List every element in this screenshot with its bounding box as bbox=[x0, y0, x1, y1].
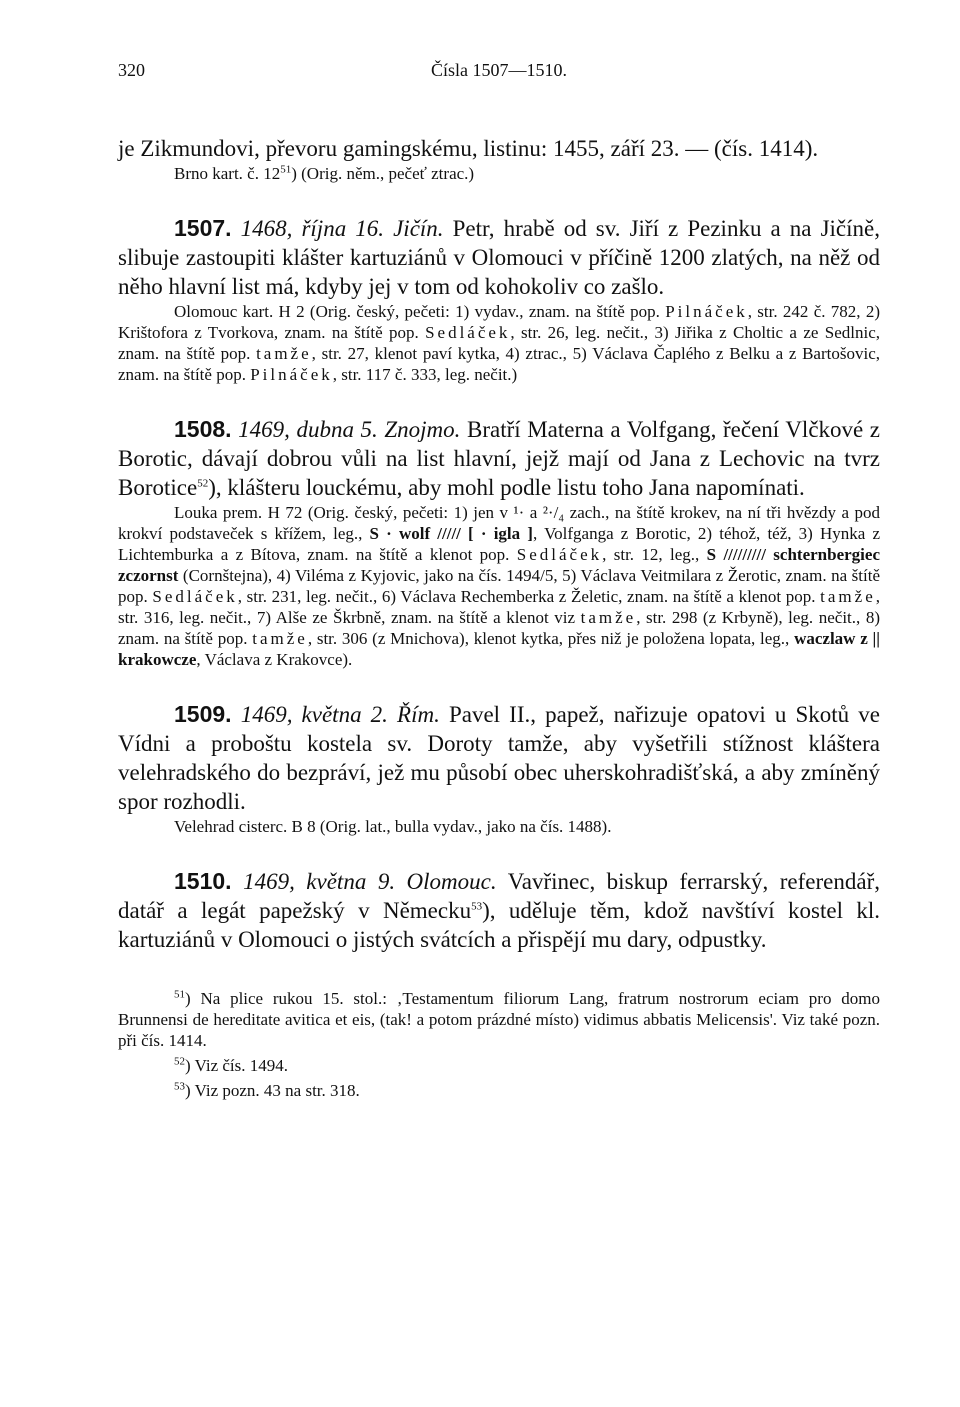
regest-text bbox=[118, 867, 880, 954]
footnote bbox=[118, 1055, 880, 1076]
footnote-ref: 51 bbox=[280, 163, 292, 176]
footnote bbox=[118, 1080, 880, 1101]
spaced-name: tamže bbox=[820, 587, 876, 606]
source-text: , str. 27, klenot paví kytka, 4) ztrac., 5) Václava Čaplého z Belku a z Bartošovic, znam. na štítě pop. bbox=[118, 344, 880, 384]
seal-legend: waczlaw z || krakowcze bbox=[118, 629, 880, 669]
running-title: Čísla 1507—1510. bbox=[430, 60, 567, 80]
source-text: , str. 316, leg. nečit., 7) Alše ze Škrbně, znam. na štítě a klenot viz bbox=[118, 587, 880, 627]
footnote bbox=[118, 988, 880, 1051]
footnote-number: 53 bbox=[174, 1080, 185, 1093]
footnote-text: ) Na plice rukou 15. stol.: ‚Testamentum filiorum Lang, fratrum nostrorum eciam pro domo Brunnensi de hereditate avitica et eis, (tak! a potom prázdné místo) vidimus abbatis Melicensis'. Viz také pozn. při čís. 1414. bbox=[118, 989, 880, 1050]
regest-number: 1508. bbox=[174, 416, 232, 442]
regest-text bbox=[118, 415, 880, 502]
footnote-ref: 52 bbox=[197, 477, 209, 490]
spaced-name: Sedláček bbox=[425, 323, 511, 342]
source-text: , str. 117 č. 333, leg. nečit.) bbox=[332, 365, 518, 384]
regest-date: 1469, dubna 5. Znojmo. bbox=[238, 417, 461, 442]
source-text: , str. 242 č. 782, 2) Krištofora z Tvorkova, znam. na štítě pop. bbox=[118, 302, 880, 342]
spaced-name: tamže bbox=[580, 608, 637, 627]
regest-body: Petr, hrabě od sv. Jiří z Pezinku a na Jičíně, slibuje zastoupiti klášter kartuziánů v Olomouci v příčině 1200 zlatých, na něž od něho hlavní list má, kdyby jej v tom od kohokoliv co zašlo. bbox=[118, 216, 880, 299]
spaced-name: Pilnáček bbox=[250, 365, 333, 384]
regest-source: Velehrad cisterc. B 8 (Orig. lat., bulla vydav., jako na čís. 1488). bbox=[174, 817, 612, 836]
regest-text bbox=[118, 214, 880, 301]
footnote-ref: 53 bbox=[471, 900, 483, 913]
regest-body: Vavřinec, biskup ferrarský, referendář, datář a legát papežský v Německu bbox=[118, 869, 880, 923]
source-text: , str. 12, leg., bbox=[602, 545, 707, 564]
footnote-text: ) Viz čís. 1494. bbox=[185, 1056, 289, 1075]
regest-source bbox=[118, 502, 880, 670]
regest-date: 1468, října 16. Jičín. bbox=[240, 216, 444, 241]
source-text: , Volfganga z Borotic, 2) téhož, též, 3) Hynka z Lichtemburka a z Bítova, znam. na štítě a klenot pop. bbox=[118, 524, 881, 564]
regest-source bbox=[118, 301, 880, 385]
footnote-text: ) Viz pozn. 43 na str. 318. bbox=[185, 1081, 360, 1100]
regest-date: 1469, května 9. Olomouc. bbox=[243, 869, 497, 894]
continuation-source bbox=[118, 163, 880, 184]
page-header bbox=[118, 60, 880, 100]
regest-1510 bbox=[118, 867, 880, 954]
document-page bbox=[118, 60, 880, 1105]
spaced-name: Sedláček bbox=[516, 545, 603, 564]
source-text: , Václava z Krakovce). bbox=[196, 650, 353, 669]
source-text: , str. 306 (z Mnichova), klenot kytka, přes niž je položena lopata, leg., bbox=[307, 629, 795, 648]
regest-number: 1507. bbox=[174, 215, 232, 241]
spaced-name: Sedláček bbox=[152, 587, 238, 606]
regest-body: ), uděluje těm, kdož navštíví kostel kl. kartuziánů v Olomouci o jistých svátcích a přispějí mu dary, odpustky. bbox=[118, 898, 881, 952]
source-text: ) (Orig. něm., pečeť ztrac.) bbox=[291, 164, 475, 183]
regest-text bbox=[118, 700, 880, 816]
spaced-name: Pilnáček bbox=[665, 302, 748, 321]
seal-legend: S · wolf ///// [ · igla ] bbox=[369, 524, 533, 543]
regest-1509 bbox=[118, 700, 880, 837]
continuation-block bbox=[118, 134, 880, 184]
regest-number: 1509. bbox=[174, 701, 232, 727]
continuation-text: je Zikmundovi, převoru gamingskému, listinu: 1455, září 23. — (čís. 1414). bbox=[118, 136, 819, 161]
spaced-name: tamže bbox=[256, 344, 312, 363]
regest-body: ), klášteru louckému, aby mohl podle listu toho Jana napomínati. bbox=[208, 475, 805, 500]
source-text: (Cornštejna), 4) Viléma z Kyjovic, jako na čís. 1494/5, 5) Václava Veitmilara z Žerotic, znam. na štítě pop. bbox=[118, 566, 880, 606]
footnotes bbox=[118, 988, 880, 1101]
source-text: , str. 26, leg. nečit., 3) Jiřika z Choltic a ze Sedlnic, znam. na štítě pop. bbox=[118, 323, 880, 363]
regest-1508 bbox=[118, 415, 880, 670]
source-text: , str. 231, leg. nečit., 6) Václava Rechemberka z Želetic, znam. na štítě a klenot pop. bbox=[237, 587, 821, 606]
regest-date: 1469, května 2. Řím. bbox=[240, 702, 440, 727]
spaced-name: tamže bbox=[252, 629, 308, 648]
source-text: Olomouc kart. H 2 (Orig. český, pečeti: 1) vydav., znam. na štítě pop. bbox=[174, 302, 666, 321]
source-text: Brno kart. č. 12 bbox=[174, 164, 281, 183]
source-text: , str. 298 (z Krbyně), leg. nečit., 8) znam. na štítě pop. bbox=[118, 608, 880, 648]
seal-legend: S ///////// schternbergiec zczornst bbox=[118, 545, 880, 585]
footnote-number: 52 bbox=[174, 1055, 185, 1068]
footnote-number: 51 bbox=[174, 988, 185, 1001]
source-text: Louka prem. H 72 (Orig. český, pečeti: 1) jen v ¹· a ²·/₄ zach., na štítě krokev, na ní tři hvězdy a pod krokví podstaveček s křížem, leg., bbox=[118, 503, 880, 543]
regest-number: 1510. bbox=[174, 868, 232, 894]
page-number: 320 bbox=[118, 60, 145, 80]
regest-body: Pavel II., papež, nařizuje opatovi u Skotů ve Vídni a proboštu kostela sv. Doroty tamže, aby vyšetřili stížnost kláštera velehradského do bezpráví, jež mu působí obec uherskohradišťská, a aby zmíněný spor rozhodli. bbox=[118, 702, 880, 814]
regest-1507 bbox=[118, 214, 880, 385]
regest-body: Bratří Materna a Volfgang, řečení Vlčkové z Borotic, dávají dobrou vůli na list hlavní, jejž mají od Jana z Lechovic na tvrz Borotice bbox=[118, 417, 881, 500]
